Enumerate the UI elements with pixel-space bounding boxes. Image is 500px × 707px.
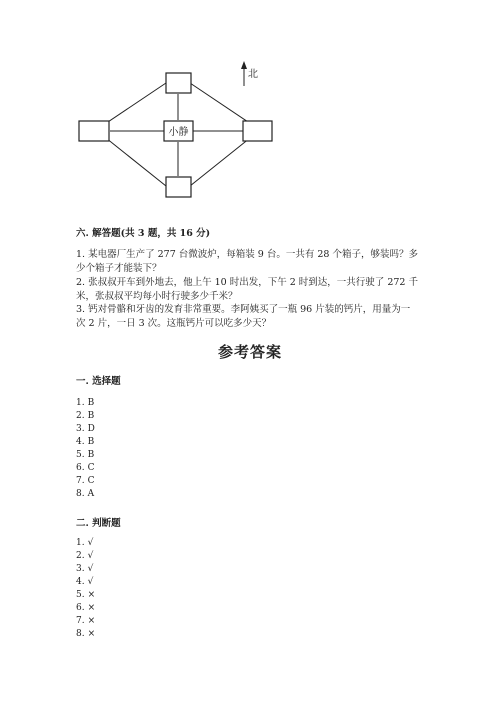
question-line: 米，张叔叔平均每小时行驶多少千米？ (76, 291, 238, 302)
answer-number: 2. (76, 411, 85, 421)
box-top (166, 73, 191, 93)
answer-number: 1. (76, 398, 85, 408)
answer-item (76, 602, 95, 615)
answer-number: 7. (76, 476, 85, 486)
answer-item (76, 462, 95, 475)
answer-value: × (87, 616, 96, 626)
section-6-title: 六. 解答题(共 3 题，共 16 分) (76, 228, 211, 239)
location-diagram (0, 0, 500, 215)
answer-number: 8. (76, 629, 85, 639)
box-left (79, 121, 109, 141)
question-line: 1. 某电器厂生产了 277 台微波炉，每箱装 9 台。一共有 28 个箱子，够装吗？多 (76, 249, 418, 260)
answer-item (76, 550, 95, 563)
answer-item (76, 410, 95, 423)
answer-number: 8. (76, 489, 85, 499)
box-right (243, 121, 272, 141)
answer-value: √ (87, 551, 94, 561)
answer-item (76, 589, 95, 602)
answer-number: 6. (76, 463, 85, 473)
answer-value: × (87, 590, 96, 600)
answers-heading: 参考答案 (217, 343, 282, 361)
answers-section-2-list (76, 537, 95, 641)
answer-value: B (87, 450, 95, 460)
north-label: 北 (248, 69, 258, 80)
answer-value: × (87, 603, 96, 613)
answer-value: B (87, 398, 95, 408)
answer-value: B (87, 437, 95, 447)
answer-item (76, 449, 95, 462)
answer-number: 4. (76, 437, 85, 447)
answer-item (76, 397, 95, 410)
box-bottom (166, 177, 191, 197)
answer-item (76, 576, 95, 589)
answer-number: 5. (76, 450, 85, 460)
answer-item (76, 537, 95, 550)
answer-number: 2. (76, 551, 85, 561)
answer-item (76, 423, 95, 436)
question-line: 次 2 片，一日 3 次。这瓶钙片可以吃多少天？ (76, 318, 272, 329)
answer-value: √ (87, 577, 94, 587)
answer-value: B (87, 411, 95, 421)
answer-number: 3. (76, 564, 85, 574)
answer-number: 5. (76, 590, 85, 600)
answer-value: √ (87, 564, 94, 574)
answer-item (76, 436, 95, 449)
answer-value: × (87, 629, 96, 639)
question-line: 少个箱子才能装下？ (76, 263, 162, 274)
answer-item (76, 475, 95, 488)
north-arrow-icon (241, 61, 247, 86)
answer-number: 3. (76, 424, 85, 434)
answer-item (76, 628, 95, 641)
answer-item (76, 615, 95, 628)
question-line: 2. 张叔叔开车到外地去，他上午 10 时出发，下午 2 时到达，一共行驶了 272 千 (76, 277, 418, 288)
answer-item (76, 488, 95, 501)
answer-number: 6. (76, 603, 85, 613)
answer-number: 4. (76, 577, 85, 587)
answer-value: C (87, 463, 95, 473)
answer-value: C (87, 476, 95, 486)
answers-section-1-list (76, 397, 95, 501)
answer-number: 7. (76, 616, 85, 626)
answers-section-2-title: 二. 判断题 (76, 518, 121, 529)
answer-number: 1. (76, 538, 85, 548)
answers-section-1-title: 一. 选择题 (76, 376, 121, 387)
answer-item (76, 563, 95, 576)
answer-value: √ (87, 538, 94, 548)
answer-value: D (87, 424, 95, 434)
question-line: 3. 钙对骨骼和牙齿的发育非常重要。李阿姨买了一瓶 96 片装的钙片，用量为一 (76, 304, 411, 315)
center-label: 小静 (168, 127, 189, 138)
answer-value: A (87, 489, 95, 499)
